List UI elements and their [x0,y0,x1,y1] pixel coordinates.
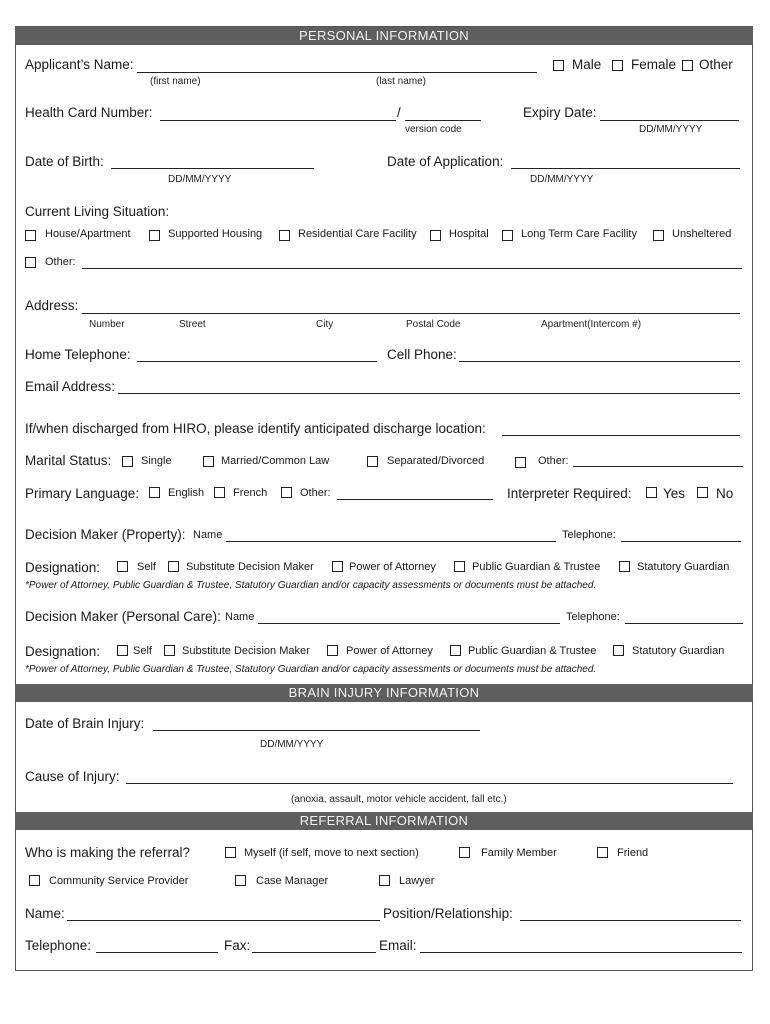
dm-care-name-label: Name [225,611,255,623]
marital-other-label: Other: [538,455,569,467]
application-date-label: Date of Application: [387,154,504,169]
address-apartment-hint: Apartment(Intercom #) [541,319,642,330]
living-residential-label: Residential Care Facility [298,228,417,240]
home-phone-field[interactable] [137,361,377,362]
marital-married-checkbox[interactable] [203,456,214,467]
referrer-fax-field[interactable] [252,952,376,953]
living-situation-label: Current Living Situation: [25,204,170,219]
injury-date-format: DD/MM/YYYY [260,739,324,750]
designation-1-pgt-checkbox[interactable] [454,561,465,572]
address-field[interactable] [82,313,740,314]
designation-2-pgt-checkbox[interactable] [450,645,461,656]
dm-property-tel-field[interactable] [621,541,741,542]
interpreter-label: Interpreter Required: [507,486,632,501]
marital-separated-checkbox[interactable] [367,456,378,467]
cell-phone-field[interactable] [459,361,740,362]
address-number-hint: Number [89,319,125,330]
living-ltc-checkbox[interactable] [502,230,513,241]
cell-phone-label: Cell Phone: [387,347,457,362]
dob-field[interactable] [111,168,314,169]
dm-property-label: Decision Maker (Property): [25,527,186,542]
primary-language-label: Primary Language: [25,486,140,501]
dob-format: DD/MM/YYYY [168,174,232,185]
referral-friend-checkbox[interactable] [597,847,608,858]
address-city-hint: City [316,319,334,330]
address-postal-hint: Postal Code [406,319,461,330]
injury-date-label: Date of Brain Injury: [25,716,145,731]
address-label: Address: [25,298,79,313]
living-other-field[interactable] [82,268,742,269]
designation-1-note: *Power of Attorney, Public Guardian & Trustee, Statutory Guardian and/or capacity assessments or documents must be attached. [25,580,597,591]
referral-lawyer-checkbox[interactable] [379,875,390,886]
language-other-label: Other: [300,487,331,499]
designation-1-self-checkbox[interactable] [117,561,128,572]
application-date-field[interactable] [511,168,740,169]
email-label: Email Address: [25,379,116,394]
referral-family-checkbox[interactable] [459,847,470,858]
section-header-brain-injury: BRAIN INJURY INFORMATION [15,684,753,702]
dm-property-name-label: Name [193,529,223,541]
expiry-date-format: DD/MM/YYYY [639,124,703,135]
referral-family-label: Family Member [481,847,557,859]
designation-2-poa-checkbox[interactable] [327,645,338,656]
discharge-field[interactable] [502,435,740,436]
designation-2-note: *Power of Attorney, Public Guardian & Trustee, Statutory Guardian and/or capacity assessments or documents must be attached. [25,664,597,675]
referral-myself-label: Myself (if self, move to next section) [244,847,419,859]
interpreter-no-checkbox[interactable] [697,487,708,498]
designation-2-poa-label: Power of Attorney [346,645,433,657]
address-street-hint: Street [179,319,206,330]
referrer-position-label: Position/Relationship: [383,906,513,921]
referrer-tel-label: Telephone: [25,938,92,953]
designation-2-label: Designation: [25,644,101,659]
referrer-fax-label: Fax: [224,938,251,953]
dm-care-tel-field[interactable] [625,623,743,624]
dm-care-tel-label: Telephone: [566,611,620,623]
injury-cause-field[interactable] [126,783,733,784]
section-header-referral: REFERRAL INFORMATION [15,812,753,830]
referrer-tel-field[interactable] [96,952,218,953]
referral-case-manager-checkbox[interactable] [235,875,246,886]
referral-case-manager-label: Case Manager [256,875,329,887]
referrer-name-field[interactable] [67,920,380,921]
designation-1-statutory-label: Statutory Guardian [637,561,730,573]
designation-1-label: Designation: [25,560,101,575]
referral-csp-checkbox[interactable] [29,875,40,886]
male-label: Male [572,57,602,72]
discharge-label: If/when discharged from HIRO, please identify anticipated discharge location: [25,421,486,436]
referrer-email-label: Email: [379,938,417,953]
email-field[interactable] [118,393,740,394]
last-name-hint: (last name) [376,76,427,87]
language-french-checkbox[interactable] [214,487,225,498]
referral-myself-checkbox[interactable] [225,847,236,858]
referrer-position-field[interactable] [520,920,741,921]
injury-cause-hint: (anoxia, assault, motor vehicle accident, fall etc.) [291,794,507,805]
marital-other-checkbox[interactable] [515,457,526,468]
designation-2-statutory-checkbox[interactable] [613,645,624,656]
injury-cause-label: Cause of Injury: [25,769,120,784]
language-french-label: French [233,487,268,499]
dm-care-name-field[interactable] [258,623,560,624]
language-english-checkbox[interactable] [149,487,160,498]
designation-2-statutory-label: Statutory Guardian [632,645,725,657]
designation-2-pgt-label: Public Guardian & Trustee [468,645,597,657]
expiry-date-label: Expiry Date: [523,105,597,120]
referrer-name-label: Name: [25,906,65,921]
living-other-checkbox[interactable] [25,257,36,268]
living-other-label: Other: [45,256,76,268]
designation-1-sdm-checkbox[interactable] [168,561,179,572]
marital-single-checkbox[interactable] [122,456,133,467]
other-gender-label: Other [699,57,733,72]
living-residential-checkbox[interactable] [279,230,290,241]
designation-1-poa-label: Power of Attorney [349,561,436,573]
marital-other-field[interactable] [573,466,743,467]
interpreter-yes-checkbox[interactable] [646,487,657,498]
referrer-email-field[interactable] [420,952,742,953]
section-header-personal: PERSONAL INFORMATION [15,27,753,45]
dm-property-tel-label: Telephone: [562,529,616,541]
first-name-hint: (first name) [150,76,201,87]
designation-2-self-checkbox[interactable] [117,645,128,656]
other-gender-checkbox[interactable] [682,60,693,71]
dm-property-name-field[interactable] [226,541,556,542]
referral-who-label: Who is making the referral? [25,845,191,860]
interpreter-no-label: No [716,486,734,501]
female-checkbox[interactable] [612,60,623,71]
female-label: Female [631,57,677,72]
designation-1-pgt-label: Public Guardian & Trustee [472,561,601,573]
designation-2-sdm-checkbox[interactable] [164,645,175,656]
dob-label: Date of Birth: [25,154,104,169]
expiry-date-field[interactable] [600,120,739,121]
home-phone-label: Home Telephone: [25,347,131,362]
injury-date-field[interactable] [153,730,480,731]
designation-2-sdm-label: Substitute Decision Maker [182,645,310,657]
applicant-name-label: Applicant’s Name: [25,57,134,72]
living-house-label: House/Apartment [45,228,131,240]
version-code-field[interactable] [405,120,481,121]
marital-status-label: Marital Status: [25,453,112,468]
designation-1-self-label: Self [137,561,156,573]
living-hospital-checkbox[interactable] [430,230,441,241]
male-checkbox[interactable] [553,60,564,71]
health-card-label: Health Card Number: [25,105,153,120]
language-other-checkbox[interactable] [281,487,292,498]
living-unsheltered-checkbox[interactable] [653,230,664,241]
marital-single-label: Single [141,455,172,467]
health-card-field[interactable] [160,120,396,121]
designation-2-self-label: Self [133,645,152,657]
marital-married-label: Married/Common Law [221,455,330,467]
language-english-label: English [168,487,205,499]
interpreter-yes-label: Yes [663,486,686,501]
referral-friend-label: Friend [617,847,649,859]
marital-separated-label: Separated/Divorced [387,455,485,467]
living-unsheltered-label: Unsheltered [672,228,732,240]
designation-1-statutory-checkbox[interactable] [619,561,630,572]
living-supported-label: Supported Housing [168,228,263,240]
designation-1-sdm-label: Substitute Decision Maker [186,561,314,573]
language-other-field[interactable] [337,499,493,500]
living-supported-checkbox[interactable] [149,230,160,241]
health-card-slash: / [397,105,401,120]
designation-1-poa-checkbox[interactable] [332,561,343,572]
living-ltc-label: Long Term Care Facility [521,228,637,240]
living-hospital-label: Hospital [449,228,489,240]
dm-care-label: Decision Maker (Personal Care): [25,609,221,624]
version-code-hint: version code [405,124,462,135]
living-house-checkbox[interactable] [25,230,36,241]
referral-csp-label: Community Service Provider [49,875,189,887]
application-date-format: DD/MM/YYYY [530,174,594,185]
referral-lawyer-label: Lawyer [399,875,435,887]
applicant-name-field[interactable] [137,72,537,73]
